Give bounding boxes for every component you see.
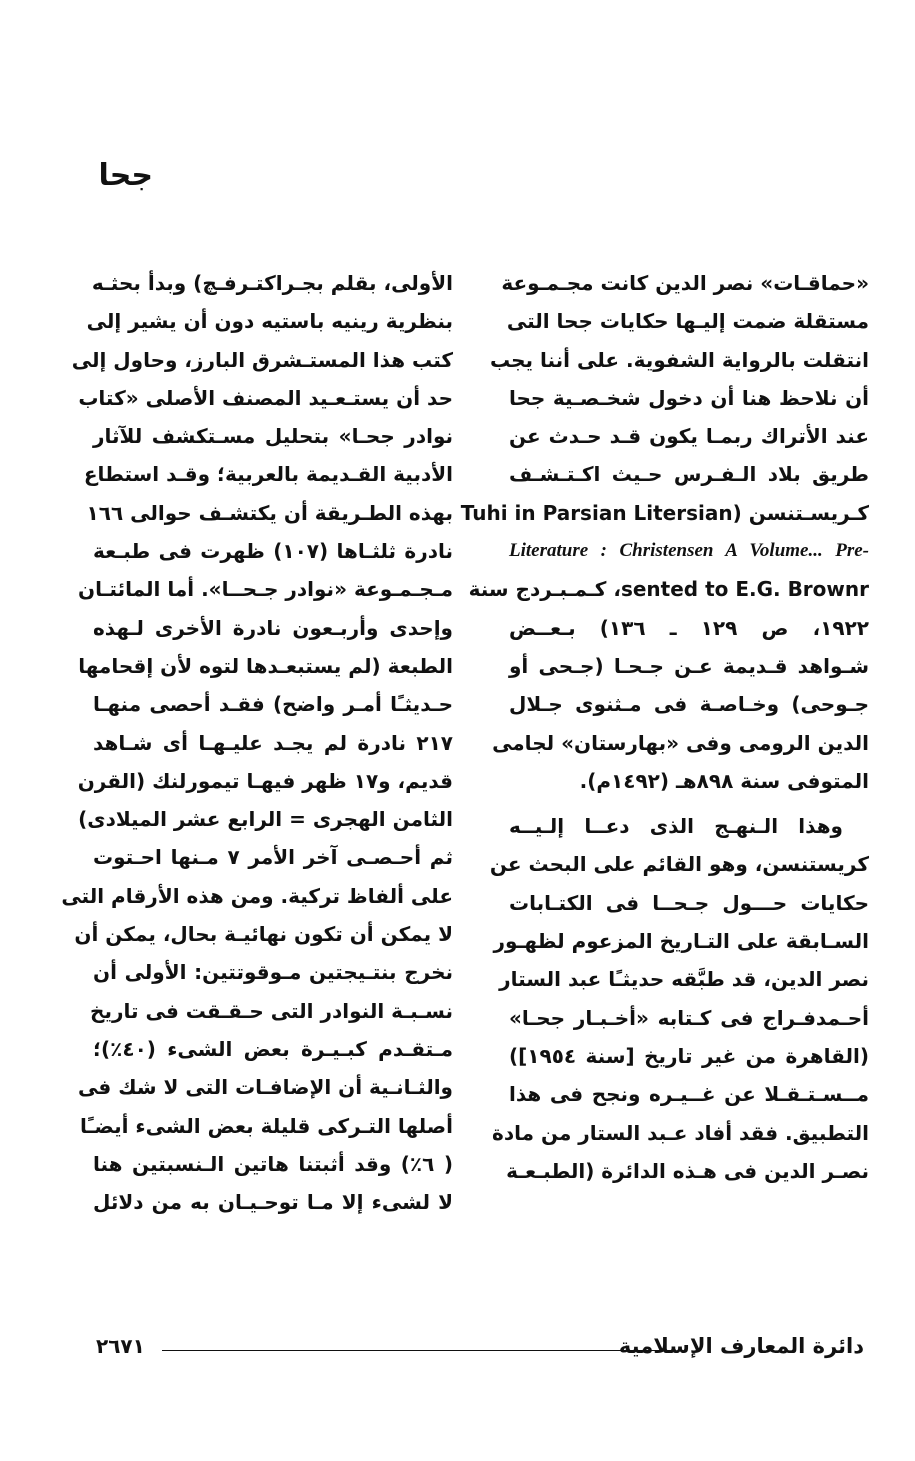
text-line: على ألفاظ تركية. ومن هذه الأرقام التى bbox=[61, 883, 453, 908]
text-line: الأولى، بقلم بجـراكتـرفـچ) وبدأ بحثـه bbox=[91, 271, 453, 295]
text-line: نادرة ثلثـاها (١٠٧) ظهرت فى طبـعة bbox=[93, 539, 453, 564]
text-line: مـتقـدم كبـيـرة بعض الشىء (٤٠٪)؛ bbox=[93, 1036, 453, 1061]
text-line: بنظرية رينيه باستيه دون أن يشير إلى bbox=[86, 309, 453, 334]
text-line: حـديثـًا أمـر واضح) فقـد أحصى منهـا bbox=[93, 692, 453, 717]
footer-title: دائرة المعارف الإسلامية bbox=[618, 1334, 864, 1358]
text-line: مستقلة ضمت إليـها حكايات جحا التى bbox=[506, 309, 869, 334]
text-line: وإحدى وأربـعون نادرة الأخرى لـهذه bbox=[93, 615, 453, 640]
text-line: نخرج بنتـيجتين مـوقوتتين: الأولى أن bbox=[93, 960, 453, 985]
text-line: نوادر جحـا» بتحليل مسـتكشف للآثار bbox=[93, 424, 453, 449]
text-line: الدين الرومى وفى «بهارستان» لجامى bbox=[492, 730, 869, 755]
text-line: المتوفى سنة ٨٩٨هـ (١٤٩٢م). bbox=[579, 768, 869, 793]
text-line: والثـانـية أن الإضافـات التى لا شك فى bbox=[77, 1075, 453, 1100]
text-line: حكايات حـــول جـحــا فى الكتـابات bbox=[509, 890, 869, 915]
text-line: طريق بلاد الـفـرس حـيث اكـتـشـف bbox=[509, 462, 869, 487]
text-line: أن نلاحظ هنا أن دخول شخـصـية جحا bbox=[509, 385, 869, 410]
text-line: أصلها التـركى قليلة بعض الشىء أيضـًا bbox=[80, 1113, 453, 1138]
text-line: كتب هذا المستـشرق البارز، وحاول إلى bbox=[71, 347, 453, 372]
page-number: ٢٦٧١ bbox=[96, 1334, 145, 1358]
page-title: جحا bbox=[98, 158, 153, 193]
text-line: «حماقـات» نصر الدين كانت مجـمـوعة bbox=[501, 271, 869, 295]
text-line: (القاهرة من غير تاريخ [سنة ١٩٥٤]) bbox=[509, 1043, 869, 1068]
text-line: نصر الدين، قد طبَّقه حديثـًا عبد الستار bbox=[499, 967, 869, 992]
text-line: Literature : Christensen A Volume... Pre- bbox=[509, 540, 869, 562]
page-footer bbox=[90, 1326, 864, 1366]
left-text-column bbox=[61, 264, 454, 1221]
text-line: حد أن يستـعـيد المصنف الأصلى «كتاب bbox=[78, 385, 453, 410]
text-line: التطبيق. فقد أفاد عـبد الستار من مادة bbox=[492, 1120, 869, 1145]
text-line: نصـر الدين فى هـذه الدائرة (الطبـعـة bbox=[506, 1158, 869, 1183]
text-line: لا يمكن أن تكون نهائيـة بحال، يمكن أن bbox=[74, 922, 453, 947]
text-line: عند الأتراك ربمـا يكون قـد حـدث عن bbox=[509, 424, 869, 449]
text-line: وهذا الـنهـج الذى دعــا إلـيــه bbox=[509, 814, 843, 839]
text-line: كـريسـتنسن (Tuhi in Parsian Litersian bbox=[460, 500, 869, 525]
text-line: جـوحى) وخـاصـة فى مـثنوى جـلال bbox=[509, 692, 869, 717]
text-line: sented to E.G. Brownr، كـمـبـردج سنة bbox=[468, 577, 869, 602]
text-line: بهذه الطـريقة أن يكتشـف حوالى ١٦٦ bbox=[86, 500, 453, 525]
text-line: انتقلت بالرواية الشفوية. على أننا يجب bbox=[489, 347, 869, 372]
text-line: الثامن الهجرى = الرابع عشر الميلادى) bbox=[78, 807, 453, 832]
text-line: ١٩٢٢، ص ١٢٩ ـ ١٣٦) بـعــض bbox=[509, 615, 869, 640]
text-line: ( ٦٪) وقد أثبتنا هاتين الـنسبتين هنا bbox=[93, 1151, 454, 1176]
footer-divider bbox=[162, 1350, 676, 1351]
text-line: السـابقة على التـاريخ المزعوم لظهـور bbox=[493, 929, 869, 954]
text-line: شـواهد قـديمة عـن جـحـا (جـحى أو bbox=[509, 653, 869, 678]
text-line: قديم، و١٧ ظهر فيهـا تيمورلنك (القرن bbox=[77, 768, 453, 793]
text-line: مـجـمـوعة «نوادر جـحــا». أما المائتـان bbox=[78, 577, 453, 602]
text-line: نسـبـة النوادر التى حـقـقت فى تاريخ bbox=[90, 998, 453, 1023]
text-line: الطبعة (لم يستبعـدها لتوه لأن إقحامها bbox=[78, 653, 453, 678]
text-line: ثم أحـصـى آخر الأمر ٧ مـنها احـتوت bbox=[93, 845, 453, 870]
text-line: كريستنسن، وهو القائم على البحث عن bbox=[489, 852, 869, 877]
text-line: أحـمدفـراج فى كـتابه «أخـبـار جحـا» bbox=[509, 1005, 869, 1030]
text-line: ٢١٧ نادرة لم يجـد عليـهـا أى شـاهد bbox=[93, 730, 453, 755]
text-line: مــسـتـقـلا عن غــيـره ونجح فى هذا bbox=[509, 1082, 869, 1107]
text-line: لا لشىء إلا مـا توحـيـان به من دلائل bbox=[93, 1190, 453, 1215]
text-line: الأدبية القـديمة بالعربية؛ وقـد استطاع bbox=[83, 462, 453, 487]
right-text-column bbox=[460, 264, 869, 1190]
